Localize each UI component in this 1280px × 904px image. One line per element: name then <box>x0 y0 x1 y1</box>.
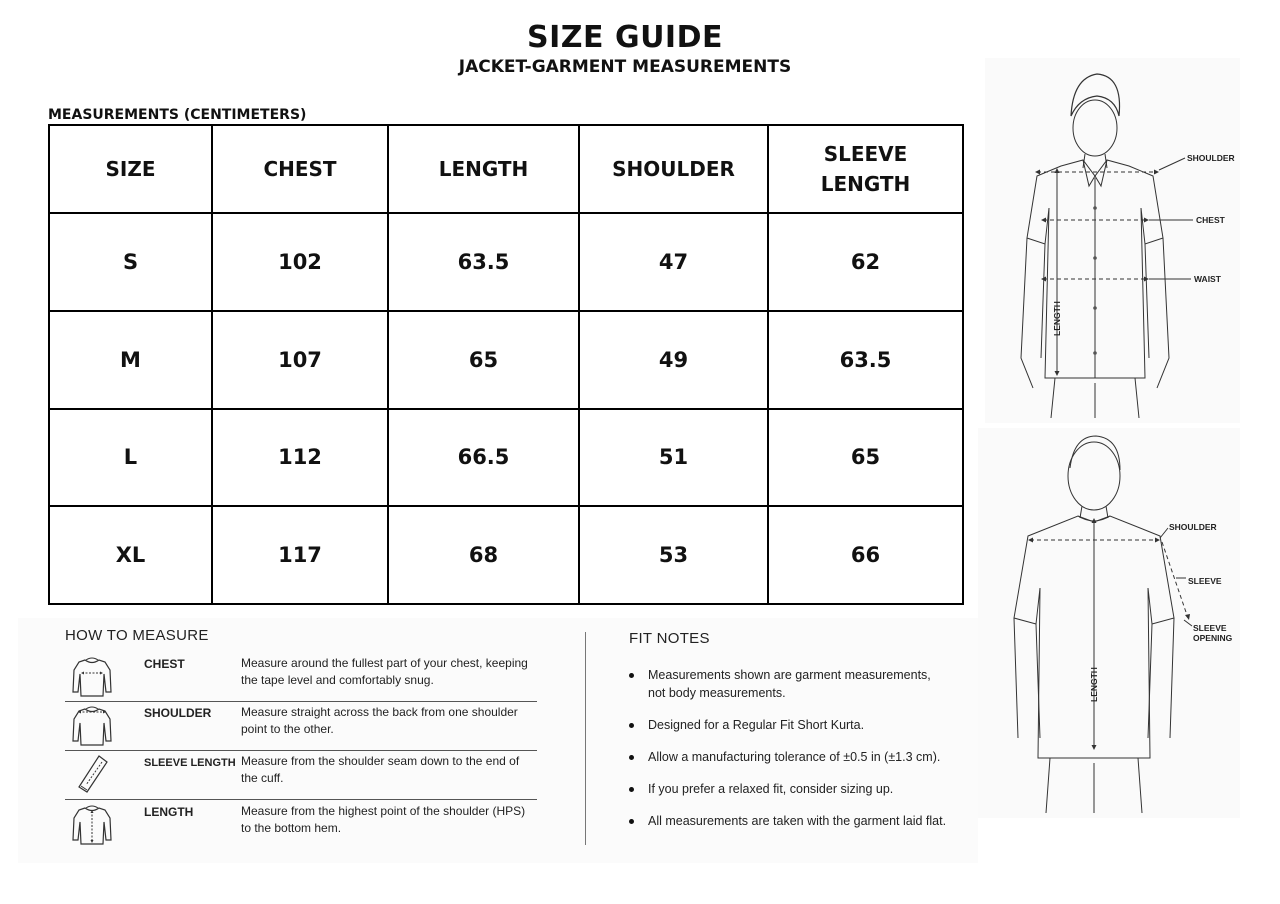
man-front-shirt-illustration <box>985 58 1240 423</box>
shirt-shoulder-icon <box>69 703 115 747</box>
measure-desc-sleeve-length: Measure from the shoulder seam down to the end of the cuff. <box>241 754 520 785</box>
measure-row-chest <box>65 652 537 702</box>
cell-length: 66.5 <box>388 409 579 507</box>
cell-shoulder: 49 <box>579 311 768 409</box>
back-sleeve-opening-label-2: OPENING <box>1193 633 1233 643</box>
table-row <box>49 506 963 604</box>
cell-chest: 112 <box>212 409 388 507</box>
cell-size: M <box>49 311 212 409</box>
bullet-icon <box>629 755 634 760</box>
header-length: LENGTH <box>388 125 579 213</box>
cell-shoulder: 51 <box>579 409 768 507</box>
cell-size: L <box>49 409 212 507</box>
table-row <box>49 213 963 311</box>
table-caption: MEASUREMENTS (CENTIMETERS) <box>48 107 307 123</box>
back-sleeve-label: SLEEVE <box>1188 576 1222 586</box>
shirt-length-icon <box>69 802 115 846</box>
measure-label-chest: CHEST <box>144 657 185 671</box>
front-waist-label: WAIST <box>1194 274 1221 284</box>
fit-note-text: Designed for a Regular Fit Short Kurta. <box>648 718 865 732</box>
page-subtitle: JACKET-GARMENT MEASUREMENTS <box>458 57 792 77</box>
header-size: SIZE <box>49 125 212 213</box>
fit-note-item <box>629 748 989 766</box>
bullet-icon <box>629 723 634 728</box>
measure-row-sleeve-length <box>65 750 537 800</box>
measure-desc-chest: Measure around the fullest part of your chest, keeping the tape level and comfortably snug. <box>241 656 528 687</box>
bullet-icon <box>629 787 634 792</box>
table-header-row <box>49 125 963 213</box>
page-title: SIZE GUIDE <box>526 20 723 55</box>
cell-size: XL <box>49 506 212 604</box>
man-back-shirt-illustration <box>978 428 1240 818</box>
fit-notes-list <box>629 666 989 844</box>
cell-chest: 102 <box>212 213 388 311</box>
measure-label-length: LENGTH <box>144 805 194 819</box>
how-to-measure-heading: HOW TO MEASURE <box>65 627 209 644</box>
fit-note-item <box>629 780 989 798</box>
table-row <box>49 311 963 409</box>
header-sleeve-length-text: SLEEVE LENGTH <box>820 142 911 196</box>
cell-sleeve-length: 66 <box>768 506 963 604</box>
header-sleeve-length <box>768 125 963 213</box>
fit-note-text: Allow a manufacturing tolerance of ±0.5 in (±1.3 cm). <box>648 750 941 764</box>
section-divider <box>585 632 586 845</box>
fit-note-item <box>629 716 989 734</box>
front-shoulder-label: SHOULDER <box>1187 153 1235 163</box>
fit-note-text: Measurements shown are garment measurements, not body measurements. <box>648 668 931 700</box>
bullet-icon <box>629 673 634 678</box>
fit-note-item <box>629 666 989 702</box>
cell-shoulder: 53 <box>579 506 768 604</box>
shirt-chest-icon <box>69 654 115 698</box>
cell-chest: 117 <box>212 506 388 604</box>
cell-shoulder: 47 <box>579 213 768 311</box>
header-chest: CHEST <box>212 125 388 213</box>
fit-notes-heading: FIT NOTES <box>629 630 710 647</box>
back-sleeve-opening-label-1: SLEEVE <box>1193 623 1227 633</box>
cell-chest: 107 <box>212 311 388 409</box>
cell-length: 65 <box>388 311 579 409</box>
measure-row-length <box>65 800 537 849</box>
table-row <box>49 409 963 507</box>
fit-note-text: If you prefer a relaxed fit, consider sizing up. <box>648 782 894 796</box>
bullet-icon <box>629 819 634 824</box>
front-chest-label: CHEST <box>1196 215 1225 225</box>
back-length-label: LENGTH <box>1089 667 1099 702</box>
cell-sleeve-length: 65 <box>768 409 963 507</box>
sleeve-icon <box>69 752 115 796</box>
size-table <box>48 124 964 605</box>
measure-label-sleeve-length: SLEEVE LENGTH <box>144 757 236 769</box>
cell-length: 63.5 <box>388 213 579 311</box>
measure-label-shoulder: SHOULDER <box>144 706 212 720</box>
cell-sleeve-length: 62 <box>768 213 963 311</box>
cell-sleeve-length: 63.5 <box>768 311 963 409</box>
fit-note-item <box>629 812 989 830</box>
fit-note-text: All measurements are taken with the garment laid flat. <box>648 814 947 828</box>
measure-desc-length: Measure from the highest point of the shoulder (HPS) to the bottom hem. <box>241 804 526 835</box>
measure-desc-shoulder: Measure straight across the back from one shoulder point to the other. <box>241 705 518 736</box>
back-shoulder-label: SHOULDER <box>1169 522 1217 532</box>
cell-size: S <box>49 213 212 311</box>
front-length-label: LENGTH <box>1052 301 1062 336</box>
header-shoulder: SHOULDER <box>579 125 768 213</box>
cell-length: 68 <box>388 506 579 604</box>
measure-row-shoulder <box>65 701 537 751</box>
